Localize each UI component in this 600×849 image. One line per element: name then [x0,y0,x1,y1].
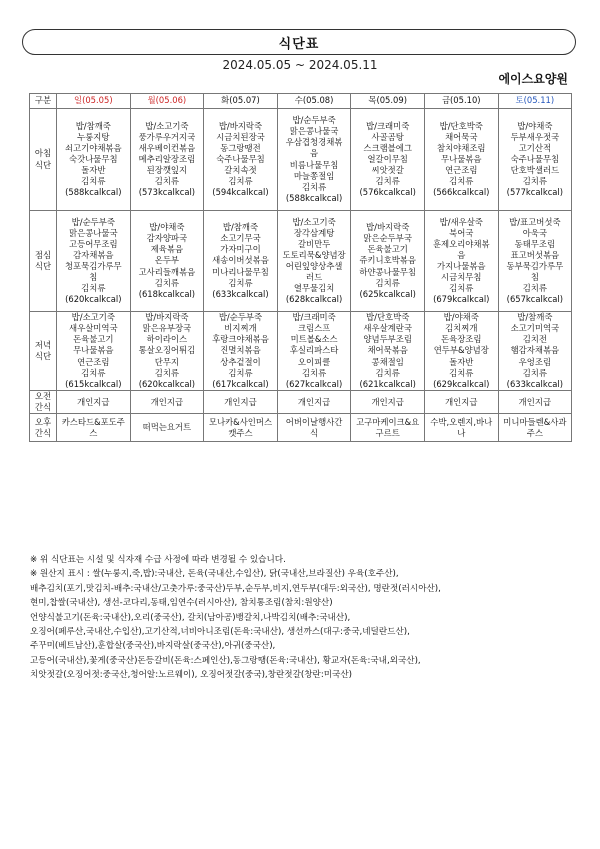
menu-item: 동그랑땡전 [220,142,261,153]
menu-item: 무나물볶음 [73,345,114,356]
menu-item: 도토리묵&양념장 [282,249,346,260]
menu-cell [351,312,425,391]
menu-item: 개인지급 [77,396,110,407]
menu-cell [130,312,204,391]
menu-item: 밥/바지락죽 [366,222,410,233]
menu-item: 모나카&사인머스 [208,416,273,427]
menu-item: 맑은콩나물국 [289,126,339,137]
menu-item: 새우베이컨볶음 [138,142,196,153]
menu-item: 청포묵김가루무 [64,261,122,271]
menu-item: 시금치된장국 [216,131,265,142]
row-label-line: 오후 [34,416,52,427]
menu-item: 채어묵볶음 [367,345,408,356]
menu-item: 새우살계란국 [363,323,412,334]
menu-item: (629kcalkcal) [433,378,490,389]
menu-cell [424,414,498,442]
menu-item: 밥/순두부죽 [218,312,263,323]
menu-item: 음 [310,148,319,159]
menu-item: 숙주나물무침 [216,153,265,164]
menu-item: 표고버섯볶음 [510,249,560,260]
menu-cell [351,211,425,312]
menu-item: 밥/야채죽 [149,222,185,233]
menu-item: 김치전 [522,334,547,345]
menu-item: 개인지급 [224,396,257,407]
menu-item: (576kcalkcal) [359,187,416,198]
menu-item: 김치류 [522,283,547,294]
header-corner: 구분 [30,94,57,109]
row-label-line: 간식 [34,402,52,413]
menu-item: 양념두부조림 [363,334,412,345]
menu-item: 돈육불고기 [73,334,114,345]
menu-item: 돌자반 [81,165,106,176]
menu-item: 숙갓나물무침 [69,153,118,164]
menu-item: 장각삼계탕 [293,227,335,238]
menu-item: 수박,오렌지,바나 [430,416,493,427]
menu-item: 김치류 [228,367,253,378]
menu-item: (588kcalkcal) [65,187,122,198]
menu-cell [130,211,204,312]
menu-item: 김치류 [375,277,400,288]
menu-cell [424,109,498,211]
row-label-line: 간식 [34,427,52,438]
lunch-row [30,211,572,312]
row-label [30,414,57,442]
menu-item: 러드 [305,272,323,283]
menu-cell [351,414,425,442]
menu-item: 김치류 [81,283,106,294]
menu-item: (625kcalkcal) [359,288,416,299]
menu-cell [204,109,278,211]
menu-item: 풍가루우거지국 [138,131,196,142]
menu-item: (618kcalkcal) [138,288,196,299]
menu-item: 밥/단호박죽 [366,312,410,323]
menu-item: 메추리알장조림 [138,153,196,164]
menu-item: 마늘쫑절임 [293,170,335,181]
day-header: 금(05.10) [424,94,498,109]
menu-item: 상추겉절이 [220,356,261,367]
menu-item: (594kcalkcal) [212,187,269,198]
note-line: 고등어(국내산),꽃게(중국산)돈등갈비(돈육:스페인산),동그랑땡(돈육:국내산), 황교자(돈육:국내,외국산), [30,655,421,666]
menu-item: (573kcalkcal) [138,187,196,198]
menu-item: 고기산적 [518,142,552,153]
menu-item: 밥/참깨죽 [517,312,553,323]
menu-item: 미나리나물무침 [212,266,269,277]
menu-item: 주스 [526,427,543,438]
title-box [22,29,576,55]
menu-item: 밥/바지락죽 [218,120,263,131]
menu-cell [424,391,498,414]
menu-cell [130,109,204,211]
menu-item: 동태무조림 [514,238,556,249]
table-header-row [30,94,572,109]
menu-item: (628kcalkcal) [285,294,343,305]
dinner-row [30,312,572,391]
menu-item: 식 [310,427,319,438]
menu-item: 김치류 [449,283,474,294]
day-header: 화(05.07) [204,94,278,109]
menu-item: 밥/소고기죽 [71,312,115,323]
day-header: 수(05.08) [277,94,351,109]
menu-item: 김치류 [375,367,400,378]
row-label-line: 식단 [34,159,52,170]
menu-item: 숙주나물무침 [510,153,560,164]
menu-cell [204,414,278,442]
menu-item: 연두부&양념장 [433,345,489,356]
menu-item: 연근조림 [77,356,110,367]
menu-cell [277,211,351,312]
row-label-line: 식단 [34,351,52,361]
menu-item: (617kcalkcal) [212,378,269,389]
menu-item: 밥/크래미죽 [366,120,410,131]
menu-item: 어린잎양상추샐 [285,261,343,271]
menu-item: 개인지급 [518,396,552,407]
menu-item: 훈제오리야채볶 [432,238,490,249]
afternoon-snack-row [30,414,572,442]
menu-item: 침 [89,272,98,283]
row-label [30,211,57,312]
menu-item: 새송이버섯볶음 [212,255,269,266]
menu-item: 콩채절임 [371,356,404,367]
row-label [30,109,57,211]
note-line: 배추김치(포기,맛김치-배추:국내산/고춧가루:중국산)두부,순두부,비지,연두부(대두:외국산), 명란젓(러시아산), [30,583,441,594]
menu-item: 후랑크야채볶음 [212,334,269,345]
menu-item: (627kcalkcal) [285,378,343,389]
menu-item: 밥/단호박죽 [439,120,483,131]
date-range: 2024.05.05 ~ 2024.05.11 [222,58,378,72]
menu-item: 동부묵김가루무 [506,261,564,271]
menu-item: 비름나물무침 [289,159,339,170]
row-label-line: 아침 [34,148,52,159]
menu-item: 밥/야채죽 [517,120,553,131]
note-line: 치앗젓갈(오징어젓:중국산,청어알:노르웨이), 오징어젓갈(중국),창란젓갈(창란:미국산) [30,670,352,681]
menu-cell [204,391,278,414]
meal-plan-table [29,93,572,442]
note-line: 현미,찹쌀(국내산), 생선-코다리,동태,임연수(러시아산), 참치통조림(참치:원양산) [30,598,333,609]
menu-item: (620kcalkcal) [138,378,196,389]
menu-cell [57,211,131,312]
menu-item: 하이라이스 [146,334,188,345]
note-line: ※ 위 식단표는 시설 및 식자재 수급 사정에 따라 변경될 수 있습니다. [30,555,286,565]
menu-item: 온두부 [154,255,180,266]
menu-item: 떠먹는요거트 [142,422,192,433]
menu-item: 햄감자채볶음 [510,345,560,356]
menu-item: 연근조림 [445,165,478,176]
menu-item: 돈육장조림 [441,334,482,345]
menu-item: 맑은콩나물국 [69,227,118,238]
menu-item: 김치류 [301,367,327,378]
page-title: 식단표 [278,36,320,52]
menu-item: 고사리들깨볶음 [138,266,196,277]
menu-item: 통살오징어튀김 [138,345,196,356]
menu-item: 미니마들렌&사과 [503,416,567,427]
menu-item: 카스타드&포도주 [61,416,125,427]
menu-item: 김치류 [154,367,180,378]
menu-item: 개인지급 [150,396,184,407]
menu-cell [204,312,278,391]
menu-item: 밥/새우살죽 [439,216,483,227]
menu-item: 비지찌개 [224,323,257,334]
menu-item: 밥/야채죽 [443,312,479,323]
menu-item: 감자채볶음 [73,249,114,260]
menu-item: 개인지급 [445,396,478,407]
menu-item: (679kcalkcal) [433,294,490,305]
menu-item: 침 [530,272,539,283]
menu-item: 나 [457,427,466,438]
menu-item: 단무지 [154,356,180,367]
menu-item: 쥬키니호박볶음 [359,255,416,266]
menu-item: 단호박샐러드 [510,165,560,176]
menu-item: 두부새우젓국 [510,131,560,142]
menu-item: (620kcalkcal) [65,294,122,305]
menu-item: (621kcalkcal) [359,378,416,389]
menu-cell [424,211,498,312]
menu-item: 김치류 [522,176,547,187]
note-line: 오징어(페루산,국내산,수입산),고기산적,너비아니조림(돈육:국내산), 생선까스(대구:중국,네덜란드산), [30,627,410,638]
menu-item: 제육볶음 [150,244,184,255]
menu-item: 아욱국 [522,227,547,238]
menu-item: (577kcalkcal) [506,187,564,198]
menu-item: (588kcalkcal) [285,192,343,203]
menu-cell [57,109,131,211]
menu-item: 참치야채조림 [436,142,486,153]
menu-item: 김치류 [154,277,180,288]
menu-item: (633kcalkcal) [506,378,564,389]
menu-item: 북어국 [449,227,474,238]
note-line: 주꾸미(베트남산),훈합살(중국산),바지락살(중국산),아귀(중국산), [30,641,276,652]
menu-cell [498,312,572,391]
menu-item: 김치류 [154,176,180,187]
menu-cell [498,211,572,312]
menu-item: 가자미구이 [220,244,261,255]
day-header: 목(05.09) [351,94,425,109]
day-header: 월(05.06) [130,94,204,109]
menu-item: 얼갈이무침 [367,153,408,164]
organization-name: 에이스요양원 [498,72,568,86]
menu-item: 개인지급 [371,396,404,407]
menu-item: 사골곰탕 [371,131,404,142]
row-label-line: 식단 [34,261,52,271]
menu-cell [277,414,351,442]
menu-item: 밥/참깨죽 [222,222,259,233]
menu-item: (566kcalkcal) [433,187,490,198]
menu-item: 밥/표고버섯죽 [509,216,561,227]
row-label [30,312,57,391]
menu-cell [57,312,131,391]
menu-cell [277,391,351,414]
menu-item: 구르트 [375,427,400,438]
row-label-line: 저녁 [34,339,52,350]
menu-item: 갈비만두 [297,238,331,249]
menu-cell [57,391,131,414]
menu-item: 김치류 [81,367,106,378]
menu-item: 김치류 [301,181,327,192]
menu-cell [351,391,425,414]
day-header: 일(05.05) [57,94,131,109]
row-label [30,391,57,414]
menu-item: 된장깻잎지 [146,165,188,176]
menu-item: 무나물볶음 [441,153,482,164]
menu-item: 씨앗젓갈 [371,165,404,176]
menu-item: 진멸치볶음 [220,345,261,356]
menu-item: 김치류 [449,367,474,378]
menu-item: 김치류 [449,176,474,187]
menu-item: 우엉조림 [518,356,552,367]
menu-item: 우삼겹청경채볶 [285,137,343,148]
menu-cell [204,211,278,312]
menu-item: 가지나물볶음 [436,261,486,271]
menu-item: 갈치속젓 [224,165,257,176]
breakfast-row [30,109,572,211]
menu-item: 스 [89,427,98,438]
menu-cell [130,414,204,442]
menu-item: 맑은순두부국 [363,233,412,244]
menu-item: 소고기미역국 [510,323,560,334]
menu-item: 채어묵국 [445,131,478,142]
menu-cell [424,312,498,391]
menu-item: 김치류 [81,176,106,187]
menu-item: 크림스프 [297,323,331,334]
menu-item: 스크램블에그 [363,142,412,153]
menu-item: 맑은유부장국 [142,323,192,334]
menu-cell [130,391,204,414]
menu-item: 밥/소고기죽 [292,216,336,227]
menu-cell [498,109,572,211]
menu-item: 고구마케이크&요 [356,416,420,427]
menu-item: 개인지급 [297,396,331,407]
note-line: 언양식불고기(돈육:국내산),오리(중국산), 갈치(남아공)뱅갈치,나박김치(배추:국내산), [30,612,351,623]
menu-item: 밥/순두부죽 [292,115,336,126]
menu-item: 김치찌개 [445,323,478,334]
notes-section [30,553,575,683]
menu-item: 음 [457,249,466,260]
menu-item: 김치류 [375,176,400,187]
menu-item: 후실리파스타 [289,345,339,356]
menu-item: 미트볼&소스 [290,334,338,345]
menu-item: 밥/순두부죽 [71,216,115,227]
menu-item: 감자양파국 [146,233,188,244]
menu-item: 소고기무국 [220,233,261,244]
menu-item: 고등어무조림 [69,238,118,249]
day-header: 토(05.11) [498,94,572,109]
menu-cell [277,312,351,391]
menu-cell [57,414,131,442]
menu-item: 밥/참깨죽 [75,120,111,131]
row-label-line: 점심 [34,249,52,260]
note-line: ※ 원산지 표시 : 쌀(누룽지,죽,밥):국내산, 돈육(국내산,수입산), 닭(국내산,브라질산) 우육(호주산), [30,569,399,580]
menu-item: 새우살미역국 [69,323,118,334]
menu-item: 돈육불고기 [367,244,408,255]
menu-item: 쇠고기야채볶음 [64,142,122,153]
menu-item: 누룽지탕 [77,131,110,142]
menu-item: 어버이날행사간 [285,416,343,427]
menu-item: 밥/바지락죽 [145,312,189,323]
menu-item: 김치류 [228,277,253,288]
menu-cell [351,109,425,211]
menu-item: (657kcalkcal) [506,294,564,305]
menu-item: 김치류 [522,367,547,378]
row-label-line: 오전 [34,391,52,401]
menu-item: 오이피클 [297,356,331,367]
morning-snack-row [30,391,572,414]
menu-item: 하얀콩나물무침 [359,266,416,277]
menu-cell [498,414,572,442]
menu-cell [498,391,572,414]
menu-item: 김치류 [228,176,253,187]
menu-item: (633kcalkcal) [212,288,269,299]
menu-item: 시금치무침 [441,272,482,283]
menu-item: (615kcalkcal) [65,378,122,389]
menu-item: 캣주스 [228,427,253,438]
menu-item: 열무물김치 [293,283,335,294]
menu-cell [277,109,351,211]
menu-item: 밥/소고기죽 [145,120,189,131]
menu-item: 돌자반 [449,356,474,367]
menu-item: 밥/크래미죽 [292,312,336,323]
